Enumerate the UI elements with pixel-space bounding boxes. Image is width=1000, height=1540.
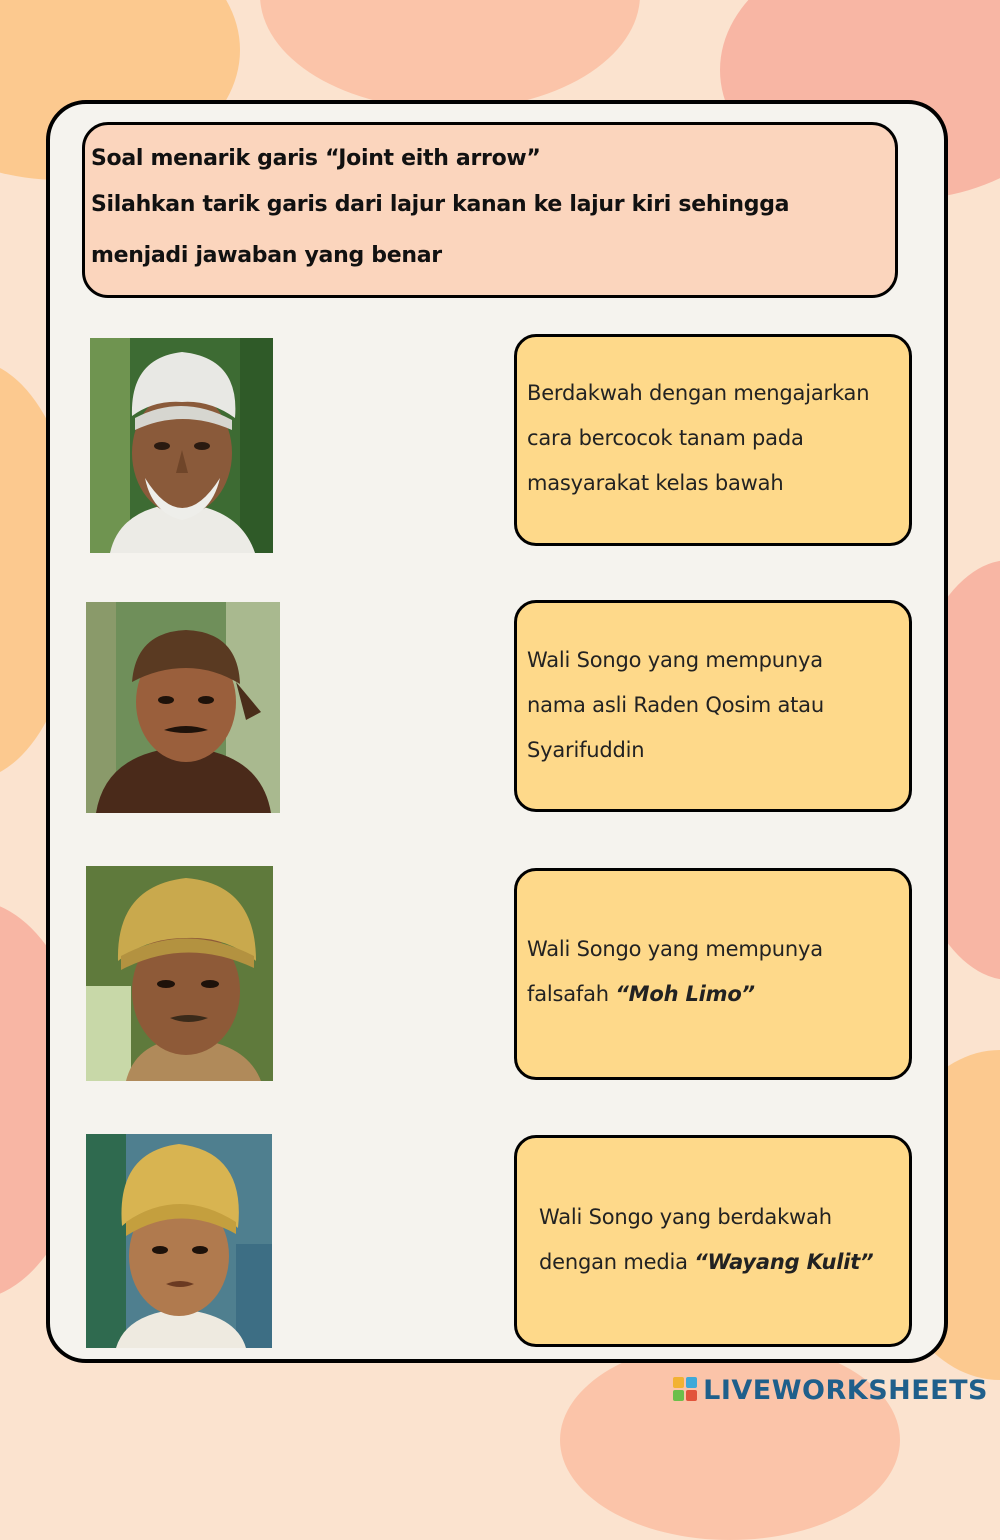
portrait-1[interactable]	[90, 338, 273, 553]
answer-text-line: masyarakat kelas bawah	[527, 471, 784, 495]
answer-text-line	[527, 972, 823, 1017]
instructions-title: Soal menarik garis “Joint eith arrow”	[91, 146, 541, 171]
logo-icon	[673, 1377, 699, 1403]
portrait-2[interactable]	[86, 602, 280, 813]
answer-text-prefix: falsafah	[527, 982, 616, 1006]
instructions-line: menjadi jawaban yang benar	[91, 243, 442, 268]
portrait-image	[86, 1134, 272, 1348]
answer-text-line: cara bercocok tanam pada	[527, 426, 804, 450]
instructions-line: Silahkan tarik garis dari lajur kanan ke lajur kiri sehingga	[91, 192, 790, 217]
liveworksheets-logo	[673, 1373, 988, 1407]
answer-text-prefix: dengan media	[539, 1250, 695, 1274]
answer-text-line: Berdakwah dengan mengajarkan	[527, 381, 870, 405]
answer-box-4[interactable]	[514, 1135, 912, 1347]
answer-text-line: Wali Songo yang mempunya	[527, 648, 823, 672]
answer-text-line: Syarifuddin	[527, 738, 645, 762]
portrait-3[interactable]	[86, 866, 273, 1081]
portrait-image	[90, 338, 273, 553]
portrait-4[interactable]	[86, 1134, 272, 1348]
answer-text-line: Wali Songo yang berdakwah	[539, 1205, 832, 1229]
background-blob	[560, 1340, 900, 1540]
answer-box-3[interactable]	[514, 868, 912, 1080]
answer-text-emphasis: “Moh Limo”	[615, 982, 755, 1006]
portrait-image	[86, 866, 273, 1081]
answer-box-1[interactable]	[514, 334, 912, 546]
answer-text-line: nama asli Raden Qosim atau	[527, 693, 824, 717]
answer-box-2[interactable]	[514, 600, 912, 812]
answer-text-line	[539, 1240, 873, 1285]
background-blob	[260, 0, 640, 110]
instructions-box	[82, 122, 898, 298]
logo-text: LIVEWORKSHEETS	[703, 1374, 988, 1406]
answer-text-emphasis: “Wayang Kulit”	[694, 1250, 874, 1274]
portrait-image	[86, 602, 280, 813]
answer-text-line: Wali Songo yang mempunya	[527, 937, 823, 961]
